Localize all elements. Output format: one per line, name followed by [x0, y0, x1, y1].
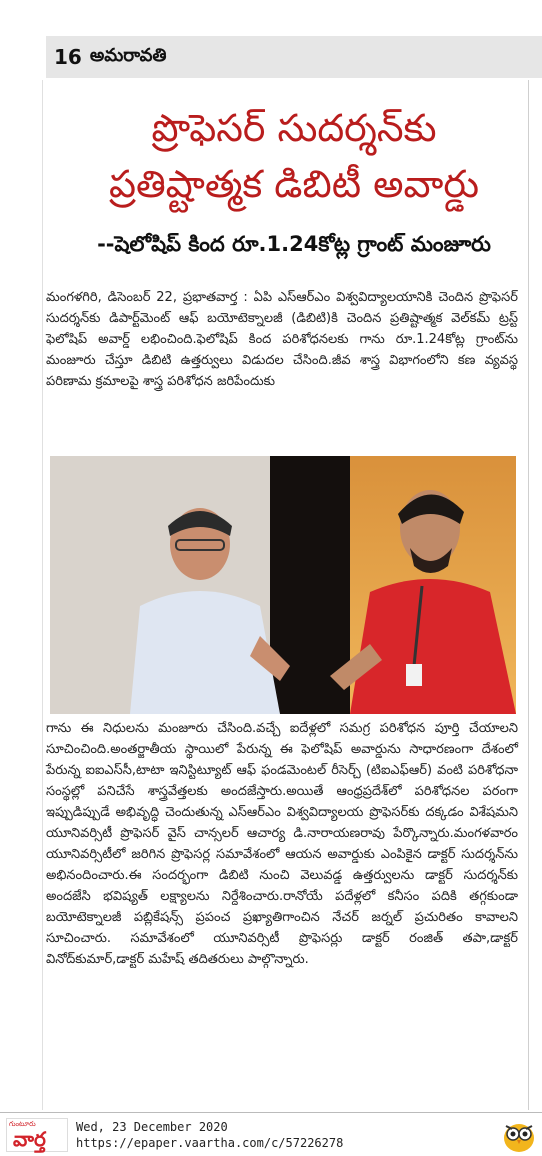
epaper-url[interactable]: https://epaper.vaartha.com/c/57226278 — [76, 1136, 344, 1150]
headline-line-1: ప్రొఫెసర్ సుదర్శన్‌కు — [151, 106, 437, 150]
footer-divider — [0, 1112, 542, 1113]
publication-date: Wed, 23 December 2020 — [76, 1120, 228, 1134]
page-number: 16 — [54, 45, 82, 69]
column-rule-left — [42, 80, 43, 1110]
edition-name: అమరావతి — [89, 44, 167, 66]
article-subheadline: --షెలోషిప్ కింద రూ.1.24కోట్ల గ్రాంట్ మంజూరు — [97, 232, 491, 256]
owl-mascot-icon — [500, 1116, 538, 1154]
page-header — [46, 36, 542, 78]
photo-person-left — [110, 496, 290, 714]
article-photo — [50, 456, 516, 714]
vaartha-logo[interactable] — [6, 1118, 68, 1152]
article-paragraph-1: మంగళగిరి, డిసెంబర్ 22, ప్రభాతవార్త : ఏపి ఎస్ఆర్ఎం విశ్వవిద్యాలయానికి చెందిన ప్రొఫెసర్ సుదర్శన్‌కు డిపార్ట్‌మెంట్ ఆఫ్ బయోటెక్నాలజీ (డిబిటి)కి చెందిన ప్రతిష్టాత్మక వెల్‌కమ్ ట్రస్ట్ ఫెలోషిప్ అవార్డ్ లభించింది.ఫెలోషిప్ కింద పరిశోధనలకు గాను రూ.1.24కోట్ల గ్రాంట్‌ను మంజూరు చేస్తూ డిబిటి ఉత్తర్వులు విడుదల చేసింది.జీవ శాస్త్ర విభాగంలోని కణ వ్యవస్థ పరిణామ క్రమాలపై శాస్త్ర పరిశోధన జరిపేందుకు — [46, 290, 518, 389]
photo-person-right — [330, 476, 516, 714]
article-paragraph-2: గాను ఈ నిధులను మంజూరు చేసింది.వచ్చే ఐదేళ్లలో సమగ్ర పరిశోధన పూర్తి చేయాలని సూచించింది.అంతర్జాతీయ స్థాయిలో పేరున్న ఈ ఫెలోషిప్ అవార్డును సాధారణంగా దేశంలో పేరున్న ఐఐఎస్‌సీ,టాటా ఇనిస్టిట్యూట్ ఆఫ్ ఫండమెంటల్ రీసెర్చ్ (టిఐఎఫ్ఆర్) వంటి పరిశోధనా సంస్థల్లో పనిచేసే శాస్త్రవేత్తలకు అందజేస్తారు.అయితే ఆంధ్రప్రదేశ్‌లో పరిశోధనల పరంగా ఇప్పుడిప్పుడే అభివృద్ధి చెందుతున్న ఎస్ఆర్ఎం విశ్వవిద్యాలయ ప్రొఫెసర్‌కు దక్కడం విశేషమని యూనివర్సిటీ ప్రొఫెసర్ వైస్ చాన్సలర్ ఆచార్య డి.నారాయణరావు పేర్కొన్నారు.మంగళవారం యూనివర్సిటీలో జరిగిన ప్రొఫెసర్ల సమావేశంలో ఆయన అవార్డుకు ఎంపికైన డాక్టర్ సుదర్శన్‌ను అభినందించారు.ఈ సందర్భంగా డిబిటి నుంచి వెలువడ్డ ఉత్తర్వులను డాక్టర్ సుదర్శన్‌కు అందజేసి భవిష్యత్ లక్ష్యాలను నిర్దేశించారు.రానోయే పదేళ్లలో కనీసం పదికి తగ్గకుండా బయోటెక్నాలజీ పబ్లికేషన్స్ ప్రపంచ ప్రఖ్యాతిగాంచిన నేచర్ జర్నల్ ప్రచురితం కావాలని సూచించారు. సమావేశంలో యూనివర్సిటీ ప్రొఫెసర్లు డాక్టర్ రంజిత్ తపా,డాక్టర్ వినోద్‌కుమార్,డాక్టర్ మహేష్ తదితరులు పాల్గొన్నారు. — [46, 721, 518, 967]
logo-wordmark: వార్త — [13, 1127, 46, 1151]
article-headline — [46, 100, 542, 212]
headline-line-2: ప్రతిష్టాత్మక డిబిటీ అవార్డు — [108, 162, 480, 206]
logo-edition-label: గుంటూరు — [9, 1120, 36, 1128]
